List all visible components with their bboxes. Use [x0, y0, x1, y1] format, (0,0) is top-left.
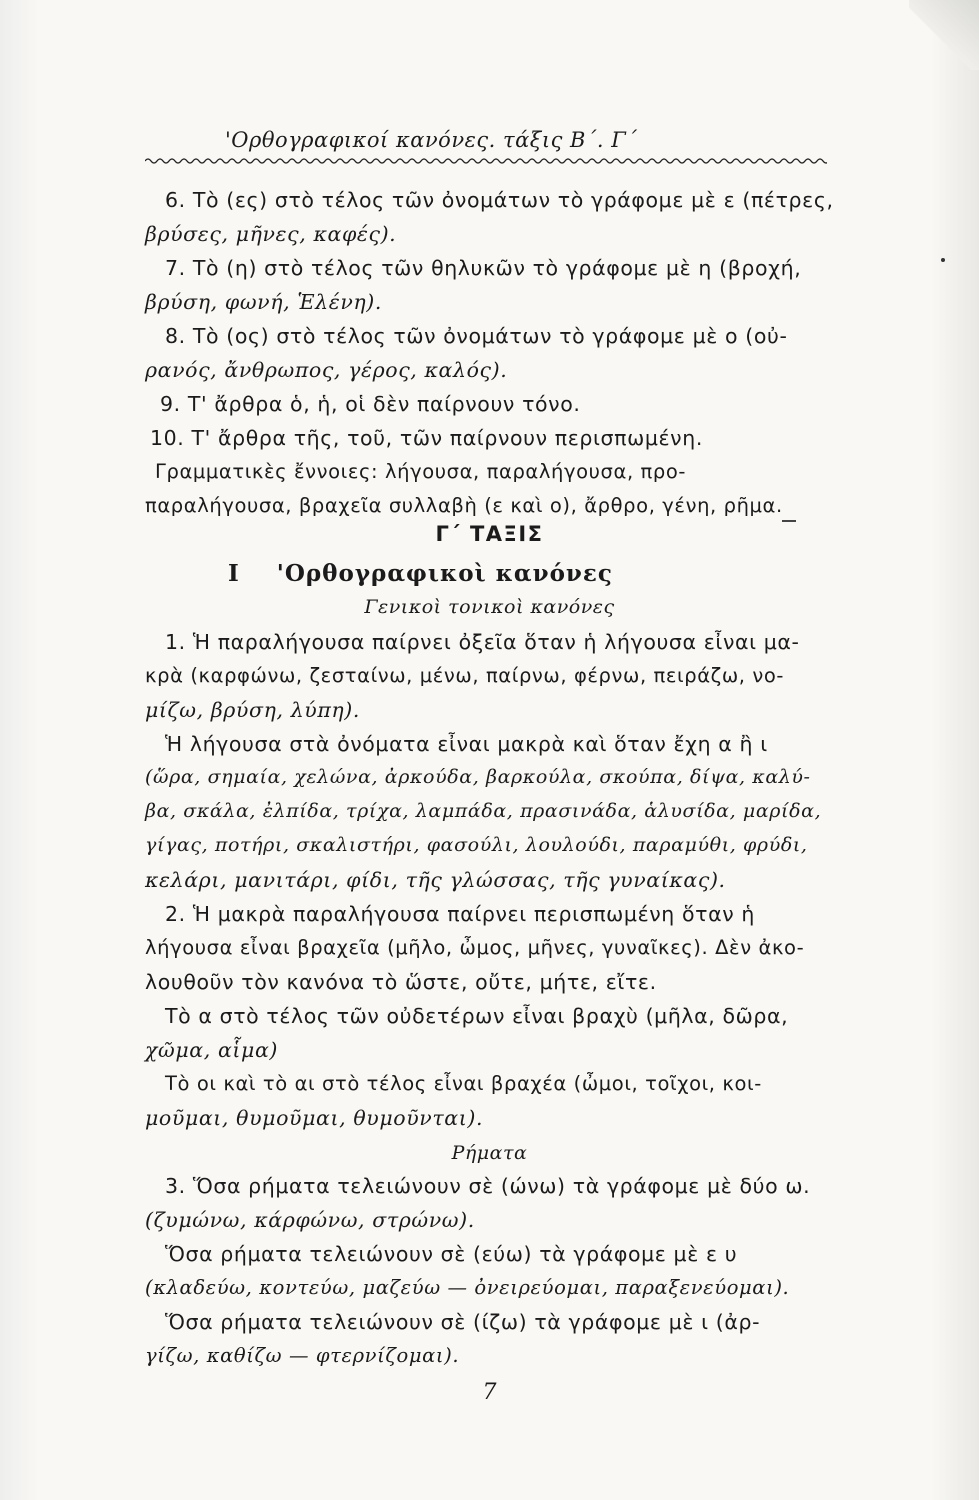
text-line: Γραμματικὲς ἔννοιες: λήγουσα, παραλήγουσα, προ-	[155, 460, 687, 483]
running-header: 'Ορθογραφικοί κανόνες. τάξις Β΄. Γ΄	[225, 128, 638, 152]
text-line: χῶμα, αἷμα)	[145, 1038, 278, 1062]
text-line: βρύση, φωνή, Ἑλένη).	[145, 290, 383, 314]
text-line: γίγας, ποτήρι, σκαλιστήρι, φασούλι, λουλούδι, παραμύθι, φρύδι,	[145, 834, 808, 856]
text-line: κρὰ (καρφώνω, ζεσταίνω, μένω, παίρνω, φέρνω, πειράζω, νο-	[145, 664, 785, 687]
text-line: 7. Τὸ (η) στὸ τέλος τῶν θηλυκῶν τὸ γράφομε μὲ η (βροχή,	[165, 256, 802, 280]
text-line: μοῦμαι, θυμοῦμαι, θυμοῦνται).	[145, 1106, 484, 1130]
text-line: ρανός, ἄνθρωπος, γέρος, καλός).	[145, 358, 508, 382]
verbs-heading: Ρήματα	[451, 1142, 528, 1164]
text-line: γίζω, καθίζω — φτερνίζομαι).	[145, 1344, 460, 1367]
text-line: 9. Τ' ἄρθρα ὁ, ἡ, οἱ δὲν παίρνουν τόνο.	[160, 392, 581, 416]
wavy-rule	[145, 156, 827, 166]
text-line: 2. Ἡ μακρὰ παραλήγουσα παίρνει περισπωμένη ὅταν ἡ	[165, 902, 755, 926]
section-numeral: Ι	[228, 560, 240, 587]
text-line: λουθοῦν τὸν κανόνα τὸ ὥστε, οὔτε, μήτε, εἴτε.	[145, 970, 657, 994]
text-line: (ὥρα, σημαία, χελώνα, ἀρκούδα, βαρκούλα, σκούπα, δίψα, καλύ-	[145, 766, 811, 788]
text-line: Ἡ λήγουσα στὰ ὀνόματα εἶναι μακρὰ καὶ ὅταν ἔχη α ἢ ι	[165, 732, 768, 756]
text-line: 3. Ὅσα ρήματα τελειώνουν σὲ (ώνω) τὰ γράφομε μὲ δύο ω.	[165, 1174, 811, 1198]
text-line: παραλήγουσα, βραχεῖα συλλαβὴ (ε καὶ ο), ἄρθρο, γένη, ρῆμα.	[145, 494, 783, 517]
text-line: Ὅσα ρήματα τελειώνουν σὲ (εύω) τὰ γράφομε μὲ ε υ	[165, 1242, 738, 1266]
text-line: (ζυμώνω, κάρφώνω, στρώνω).	[145, 1208, 475, 1232]
subsection-heading: Γενικοὶ τονικοὶ κανόνες	[364, 596, 615, 618]
text-line: βα, σκάλα, ἐλπίδα, τρίχα, λαμπάδα, πρασινάδα, ἁλυσίδα, μαρίδα,	[145, 800, 822, 822]
text-line: 10. Τ' ἄρθρα τῆς, τοῦ, τῶν παίρνουν περισπωμένη.	[150, 426, 703, 450]
class-heading: Γ΄ ΤΑΞΙΣ	[435, 522, 544, 546]
text-line: (κλαδεύω, κοντεύω, μαζεύω — ὀνειρεύομαι, παραξενεύομαι).	[145, 1276, 790, 1299]
text-line: λήγουσα εἶναι βραχεῖα (μῆλο, ὦμος, μῆνες, γυναῖκες). Δὲν ἀκο-	[145, 936, 805, 959]
text-line: Τὸ α στὸ τέλος τῶν οὐδετέρων εἶναι βραχὺ (μῆλα, δῶρα,	[165, 1004, 789, 1028]
text-line: Ὅσα ρήματα τελειώνουν σὲ (ίζω) τὰ γράφομε μὲ ι (ἀρ-	[165, 1310, 761, 1334]
ink-speck	[941, 258, 945, 262]
text-line: 1. Ἡ παραλήγουσα παίρνει ὀξεῖα ὅταν ἡ λήγουσα εἶναι μα-	[165, 630, 800, 654]
text-line: 8. Τὸ (ος) στὸ τέλος τῶν ὀνομάτων τὸ γράφομε μὲ ο (οὐ-	[165, 324, 788, 348]
section-heading	[228, 560, 613, 587]
page-corner-fold	[909, 0, 979, 70]
text-line: μίζω, βρύση, λύπη).	[145, 698, 361, 722]
text-line: βρύσες, μῆνες, καφές).	[145, 222, 397, 246]
page-number: 7	[482, 1380, 497, 1405]
text-line: Τὸ οι καὶ τὸ αι στὸ τέλος εἶναι βραχέα (ὦμοι, τοῖχοι, κοι-	[165, 1072, 762, 1095]
text-line: κελάρι, μανιτάρι, φίδι, τῆς γλώσσας, τῆς γυναίκας).	[145, 868, 726, 892]
text-line: 6. Τὸ (ες) στὸ τέλος τῶν ὀνομάτων τὸ γράφομε μὲ ε (πέτρες,	[165, 188, 834, 212]
section-title: 'Ορθογραφικοὶ κανόνες	[276, 560, 613, 587]
